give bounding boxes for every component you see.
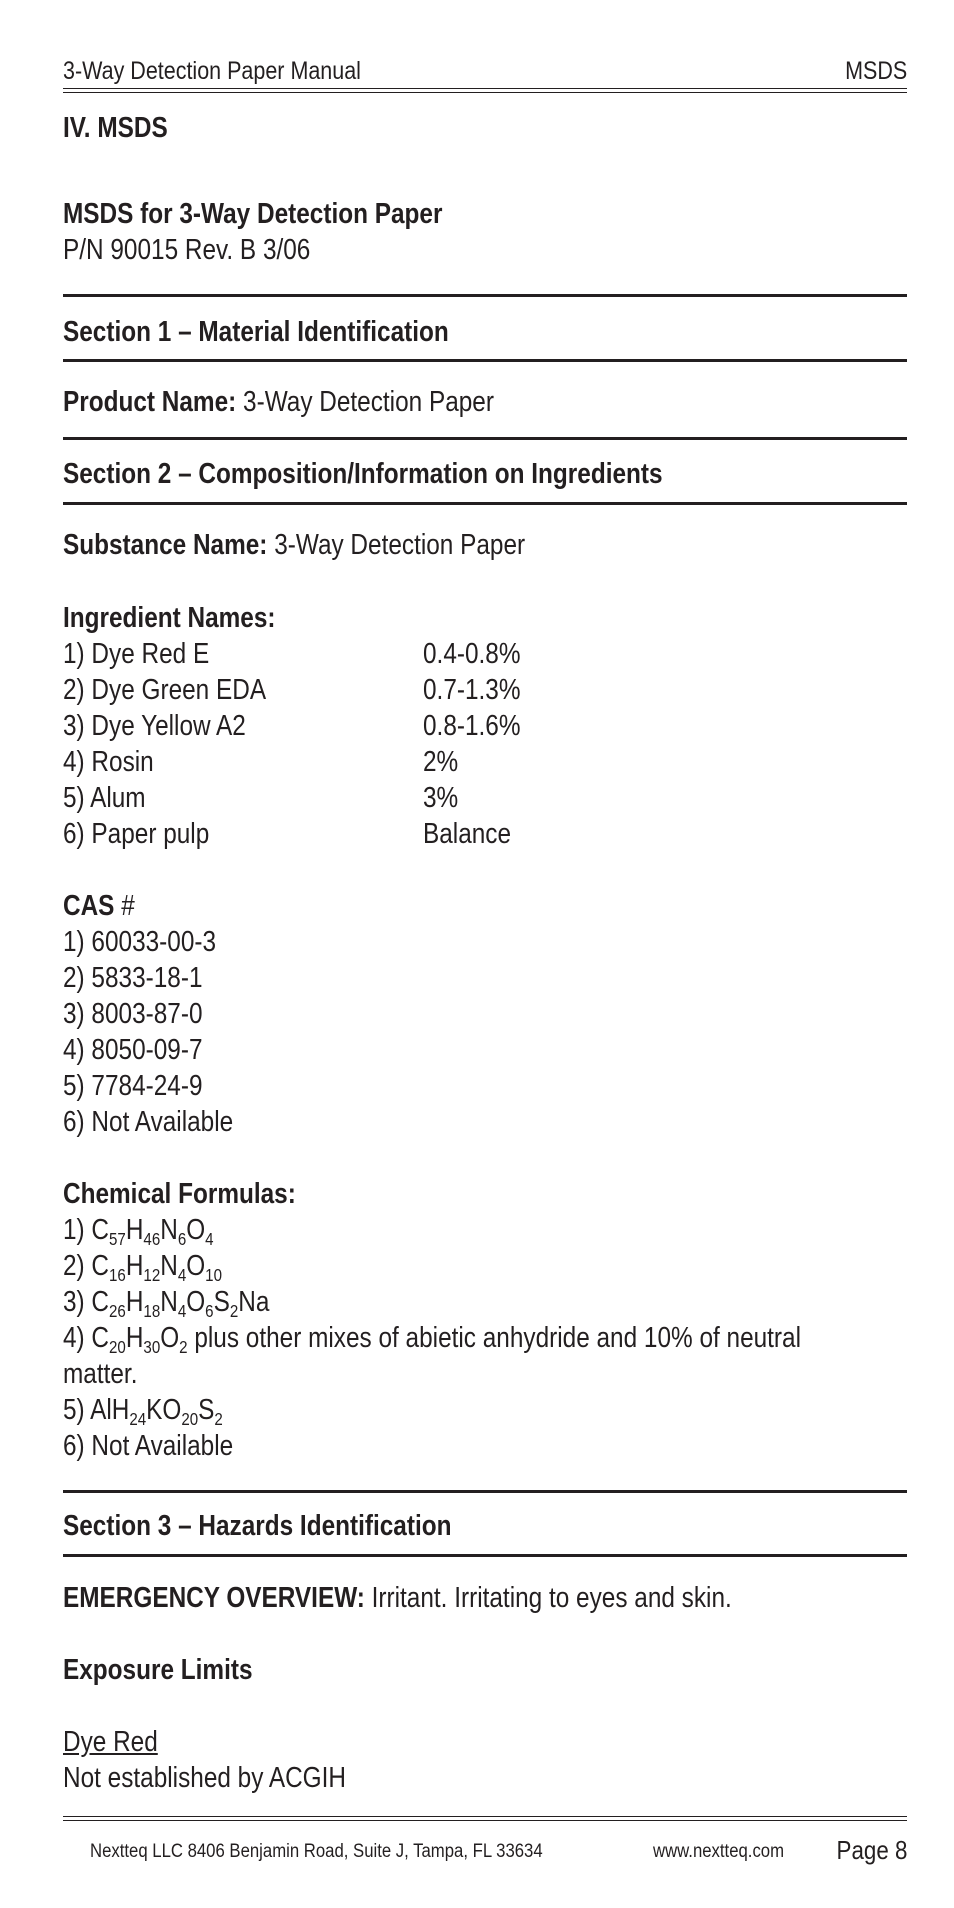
page-footer [63,1832,907,1868]
cas-number: 2) 5833-18-1 [63,962,203,994]
formula-note: plus other mixes of abietic anhydride and 10% of neutral [187,1322,802,1354]
section-1-heading: Section 1 – Material Identification [63,316,449,348]
section-rule [63,359,907,362]
header-rule [63,88,907,93]
chemical-formula: 4) $C_{20}H_{30}O_2$ plus other mixes of abietic anhydride and 10% of neutral [63,1322,802,1357]
section-2-heading: Section 2 – Composition/Information on Ingredients [63,458,663,490]
ingredient-amount: Balance [423,818,512,850]
product-name-label: Product Name: [63,386,237,418]
section-rule [63,502,907,505]
ingredient-name: 5) Alum [63,782,146,814]
section-rule [63,1490,907,1493]
emergency-overview-label: EMERGENCY OVERVIEW: [63,1582,365,1614]
ingredient-amount: 3% [423,782,459,814]
cas-number: 4) 8050-09-7 [63,1034,203,1066]
ingredient-name: 3) Dye Yellow A2 [63,710,246,742]
chemical-formula: 1) $C_{57}H_{46}N_6O_4$ [63,1214,214,1249]
chemical-formula: 6) Not Available [63,1430,234,1462]
section-rule [63,1554,907,1557]
section-rule [63,437,907,440]
document-title: MSDS for 3-Way Detection Paper [63,198,443,230]
formula-note-continued: matter. [63,1358,138,1390]
header-manual-title: 3-Way Detection Paper Manual [63,57,361,85]
substance-name-label: Substance Name: [63,529,268,561]
cas-number: 5) 7784-24-9 [63,1070,203,1102]
dye-red-limit: Not established by ACGIH [63,1762,346,1794]
cas-number: 6) Not Available [63,1106,234,1138]
dye-red-subheading: Dye Red [63,1726,158,1758]
emergency-overview-value: Irritant. Irritating to eyes and skin. [364,1582,732,1614]
chemical-formula: 2) $C_{16}H_{12}N_4O_{10}$ [63,1250,222,1285]
ingredient-name: 2) Dye Green EDA [63,674,267,706]
product-name-value: 3-Way Detection Paper [236,386,494,418]
manual-page [63,0,907,1908]
exposure-limits-heading: Exposure Limits [63,1654,253,1686]
ingredient-name: 6) Paper pulp [63,818,210,850]
ingredient-name: 4) Rosin [63,746,154,778]
substance-name-value: 3-Way Detection Paper [267,529,526,561]
header-section-name: MSDS [844,57,907,85]
product-name-row [63,384,494,420]
section-rule [63,294,907,297]
cas-hash: # [114,890,135,922]
footer-rule [63,1816,907,1821]
cas-label: CAS [63,890,115,922]
cas-number: 1) 60033-00-3 [63,926,217,958]
cas-number: 3) 8003-87-0 [63,998,203,1030]
page-number: Page 8 [836,1835,907,1865]
ingredient-names-label: Ingredient Names: [63,602,276,634]
document-part-number: P/N 90015 Rev. B 3/06 [63,234,311,266]
emergency-overview-row [63,1580,732,1616]
running-header [63,54,907,88]
substance-name-row [63,527,525,563]
cas-label-row [63,888,135,924]
ingredient-amount: 0.7-1.3% [423,674,521,706]
ingredient-amount: 0.4-0.8% [423,638,521,670]
ingredient-name: 1) Dye Red E [63,638,210,670]
section-3-heading: Section 3 – Hazards Identification [63,1510,452,1542]
chapter-title: IV. MSDS [63,112,168,144]
ingredient-amount: 0.8-1.6% [423,710,521,742]
footer-website: www.nextteq.com [653,1841,785,1862]
chemical-formula: 3) $C_{26}H_{18}N_4O_6S_2Na$ [63,1286,270,1321]
ingredient-amount: 2% [423,746,459,778]
chemical-formula: 5) $AlH_{24}KO_{20}S_2$ [63,1394,223,1429]
footer-address: Nextteq LLC 8406 Benjamin Road, Suite J, Tampa, FL 33634 [90,1841,543,1862]
chemical-formulas-label: Chemical Formulas: [63,1178,296,1210]
